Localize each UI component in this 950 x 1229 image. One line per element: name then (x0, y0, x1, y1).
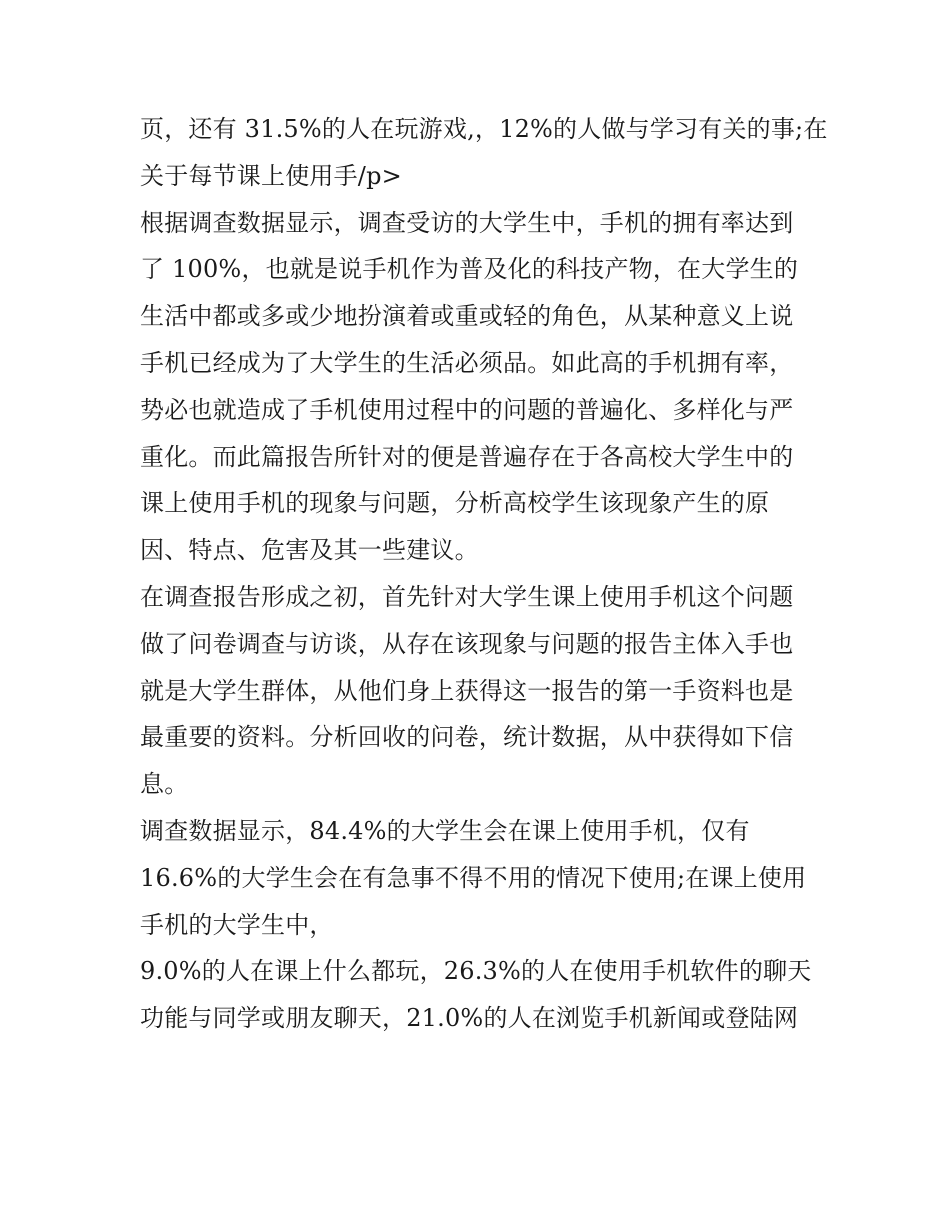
text-line: 手机已经成为了大学生的生活必须品。如此高的手机拥有率， (140, 348, 794, 377)
text-line: 16.6%的大学生会在有急事不得不用的情况下使用;在课上使用 (140, 863, 807, 892)
text-line: 功能与同学或朋友聊天，21.0%的人在浏览手机新闻或登陆网 (140, 1004, 799, 1033)
text-line: 息。 (140, 770, 189, 799)
text-line: 因、特点、危害及其一些建议。 (140, 536, 479, 565)
text-line: 最重要的资料。分析回收的问卷，统计数据，从中获得如下信 (140, 723, 794, 752)
text-line: 生活中都或多或少地扮演着或重或轻的角色，从某种意义上说 (140, 302, 794, 331)
text-line: 页，还有 31.5%的人在玩游戏,，12%的人做与学习有关的事;在 (140, 115, 828, 143)
text-line: 关于每节课上使用手/p> (140, 161, 402, 190)
text-line: 根据调查数据显示，调查受访的大学生中，手机的拥有率达到 (140, 208, 794, 237)
text-line: 手机的大学生中， (140, 910, 334, 939)
text-line: 课上使用手机的现象与问题，分析高校学生该现象产生的原 (140, 489, 770, 518)
text-line: 调查数据显示，84.4%的大学生会在课上使用手机，仅有 (140, 816, 750, 845)
text-line: 重化。而此篇报告所针对的便是普遍存在于各高校大学生中的 (140, 442, 794, 471)
body-text (140, 106, 828, 1042)
text-line: 在调查报告形成之初，首先针对大学生课上使用手机这个问题 (140, 582, 794, 611)
text-line: 9.0%的人在课上什么都玩，26.3%的人在使用手机软件的聊天 (140, 957, 812, 986)
text-line: 做了问卷调查与访谈，从存在该现象与问题的报告主体入手也 (140, 629, 794, 658)
text-line: 了 100%，也就是说手机作为普及化的科技产物，在大学生的 (140, 255, 799, 284)
text-line: 势必也就造成了手机使用过程中的问题的普遍化、多样化与严 (140, 395, 794, 424)
text-line: 就是大学生群体，从他们身上获得这一报告的第一手资料也是 (140, 676, 794, 705)
